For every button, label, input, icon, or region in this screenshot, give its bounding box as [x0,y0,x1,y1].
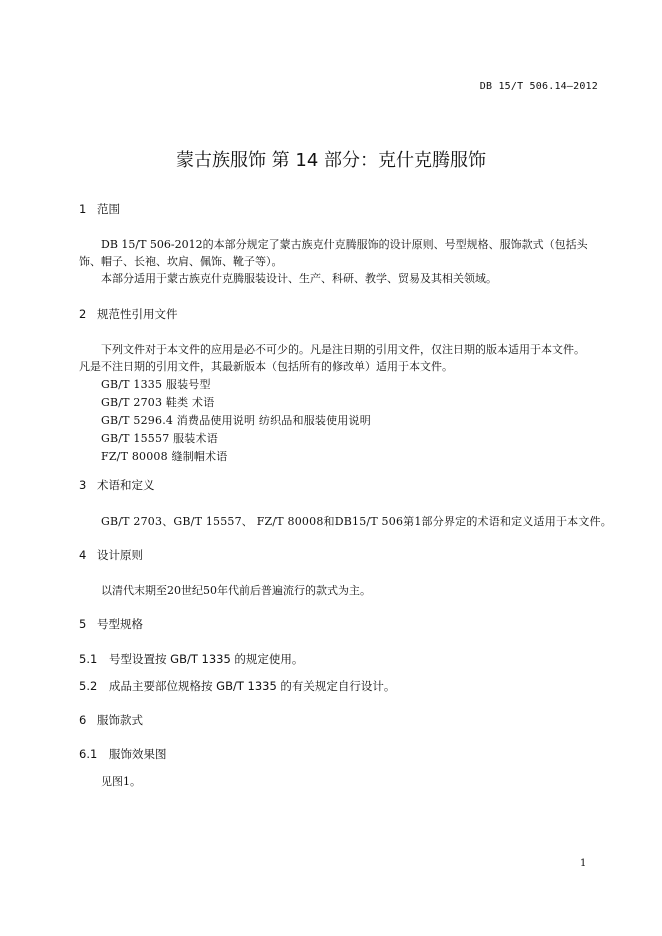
section-heading-size-specification [79,616,143,632]
reference-item: FZ/T 80008 缝制帽术语 [101,450,228,463]
paragraph-line: 凡是不注日期的引用文件，其最新版本（包括所有的修改单）适用于本文件。 [79,360,453,373]
section-heading-scope [79,201,120,217]
clause-text: 号型设置按 GB/T 1335 的规定使用。 [109,652,304,666]
paragraph-line: 见图1。 [101,775,141,788]
clause-text: 服饰效果图 [109,747,167,761]
standard-code: DB 15/T 506.14—2012 [479,81,598,92]
paragraph-line: 以清代末期至20世纪50年代前后普遍流行的款式为主。 [101,584,371,597]
section-heading-design-principle [79,547,143,563]
section-title: 术语和定义 [97,478,155,492]
clause-text: 成品主要部位规格按 GB/T 1335 的有关规定自行设计。 [109,679,396,693]
section-number: 3 [79,478,87,492]
section-heading-normative-references [79,306,178,322]
section-title: 规范性引用文件 [97,307,178,321]
clause-5-1 [79,651,303,667]
section-number: 1 [79,202,87,216]
page-title: 蒙古族服饰 第 14 部分：克什克腾服饰 [175,150,487,171]
page-number: 1 [580,858,587,869]
section-number: 5 [79,617,87,631]
section-number: 4 [79,548,87,562]
section-title: 服饰款式 [97,713,143,727]
section-number: 2 [79,307,87,321]
clause-number: 6.1 [79,747,98,761]
paragraph-line: 饰、帽子、长袍、坎肩、佩饰、靴子等）。 [79,255,283,268]
reference-item: GB/T 2703 鞋类 术语 [101,396,215,409]
section-title: 范围 [97,202,120,216]
clause-number: 5.1 [79,652,98,666]
reference-item: GB/T 5296.4 消费品使用说明 纺织品和服装使用说明 [101,414,371,427]
paragraph-line: 本部分适用于蒙古族克什克腾服装设计、生产、科研、教学、贸易及其相关领域。 [101,272,497,285]
clause-number: 5.2 [79,679,98,693]
section-title: 号型规格 [97,617,143,631]
section-heading-garment-styles [79,712,143,728]
section-number: 6 [79,713,87,727]
section-heading-terms [79,477,155,493]
reference-item: GB/T 1335 服装号型 [101,378,211,391]
paragraph-line: 下列文件对于本文件的应用是必不可少的。凡是注日期的引用文件，仅注日期的版本适用于本文件。 [101,343,585,356]
paragraph-line: DB 15/T 506-2012的本部分规定了蒙古族克什克腾服饰的设计原则、号型规格、服饰款式（包括头 [101,238,588,251]
clause-5-2 [79,678,395,694]
clause-6-1 [79,746,167,762]
reference-item: GB/T 15557 服装术语 [101,432,218,445]
paragraph-line: GB/T 2703、GB/T 15557、 FZ/T 80008和DB15/T 506第1部分界定的术语和定义适用于本文件。 [101,515,612,528]
section-title: 设计原则 [97,548,143,562]
